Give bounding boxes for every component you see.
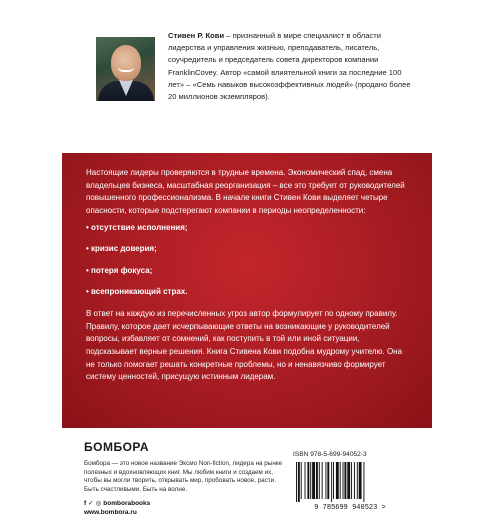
author-bio-text: – признанный в мире специалист в области лидерства и управления жизнью, преподаватель, писатель, соучредитель и председатель совета директоров компании FranklinCovey. Автор «самой влиятельной книги за последние 100 лет» – «Семь навыков высокоэффективных людей» (продано более 20 миллионов экземпляров). <box>168 31 411 102</box>
author-photo <box>96 37 155 101</box>
publisher-description: Бомбора — это новое название Эксмо Non-fiction, лидера на рынке полезных и вдохновляющих книг. Мы любим книги и создаем их, чтобы вы могли творить, открывать мир, пробовать новое, расти. Быть счастливыми. Быть на волне. <box>84 460 283 493</box>
isbn-block <box>290 451 420 510</box>
vk-icon: ✓ <box>88 500 94 507</box>
panel-conclusion: В ответ на каждую из перечисленных угроз автор формулирует по одному правилу. Правилу, которое дает исчерпывающие ответы на возникающие у руководителей вопросы, избавляет от сомнений, как поступить в той или иной ситуации, подсказывает верные решения. Книга Стивена Кови подобна мудрому учителю. Она не только помогает решать конкретные проблемы, но и ненавязчиво формирует систему ценностей, присущую истинным лидерам. <box>86 309 403 382</box>
danger-item: • отсутствие исполнения; <box>86 223 188 233</box>
danger-item: • потеря фокуса; <box>86 265 153 275</box>
author-name: Стивен Р. Кови <box>168 31 225 40</box>
author-bio <box>168 30 416 103</box>
isbn-number: ISBN 978-5-699-94052-3 <box>293 451 367 458</box>
website-link: www.bombora.ru <box>84 509 137 516</box>
annotation-panel <box>62 153 432 428</box>
danger-item: • кризис доверия; <box>86 244 157 254</box>
barcode-number: 9 785699 940523 > <box>314 504 386 510</box>
danger-list <box>86 222 408 298</box>
barcode-icon <box>290 462 410 510</box>
facebook-icon: f <box>84 500 87 507</box>
social-handle: bomborabooks <box>103 500 151 507</box>
panel-intro: Настоящие лидеры проверяются в трудные времена. Экономический спад, смена владельцев бизнеса, масштабная реорганизация – все это требует от руководителей повышенного профессионализма. В начале книги Стивен Кови выделяет четыре опасности, которые подстерегают компании в периоды неопределенности: <box>86 168 405 215</box>
publisher-logo: БОМБОРА <box>84 440 150 454</box>
danger-item: • всепроникающий страх. <box>86 286 188 296</box>
instagram-icon: ◎ <box>95 500 102 507</box>
